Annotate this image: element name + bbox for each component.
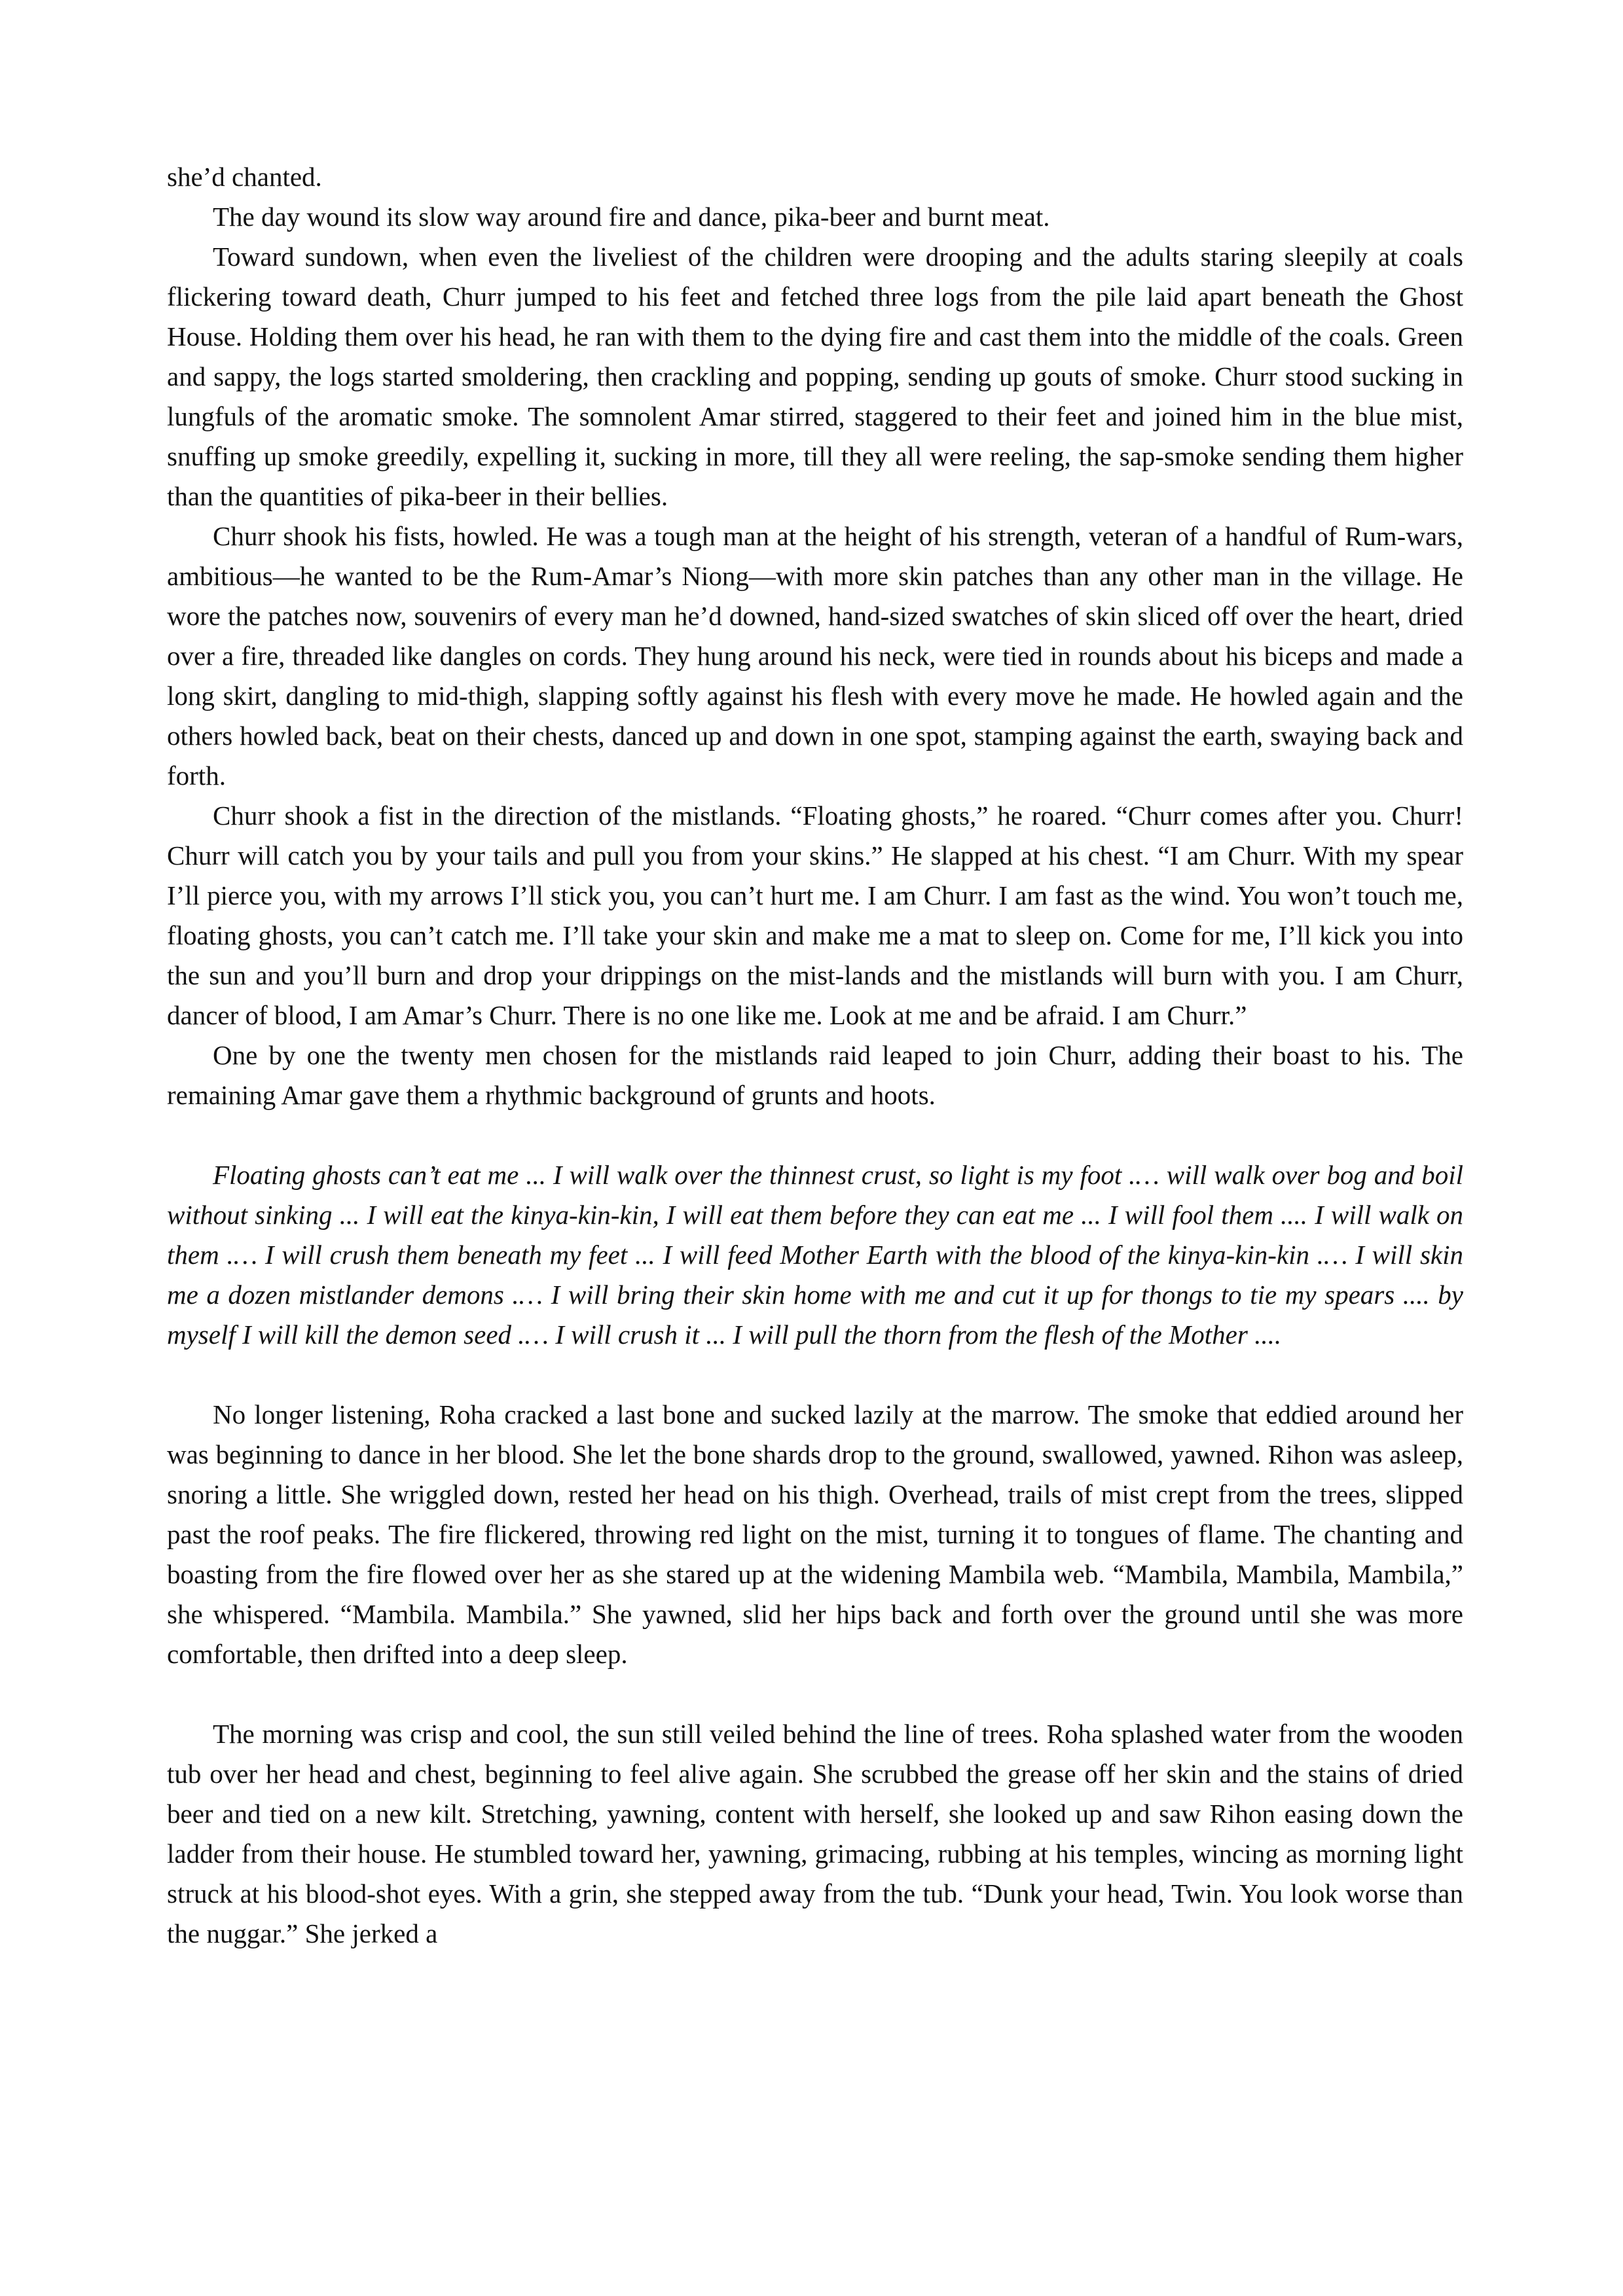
paragraph-day-wound: The day wound its slow way around fire and dance, pika-beer and burnt meat. — [213, 202, 1050, 232]
paragraph-churr-boast: Churr shook a fist in the direction of the mistlands. “Floating ghosts,” he roared. “Churr comes after you. Churr! Churr will catch you by your tails and pull you from your skins.” He slapped at his chest. “I am Churr. With my spear I’ll pierce you, with my arrows I’ll stick you, you can’t hurt me. I am Churr. I am fast as the wind. You won’t touch me, floating ghosts, you can’t catch me. I’ll take your skin and make me a mat to sleep on. Come for me, I’ll kick you into the sun and you’ll burn and drop your drippings on the mist-lands and the mistlands will burn with you. I am Churr, dancer of blood, I am Amar’s Churr. There is no one like me. Look at me and be afraid. I am Churr.” — [167, 800, 1463, 1030]
paragraph-toward-sundown: Toward sundown, when even the liveliest of the children were drooping and the adults staring sleepily at coals flickering toward death, Churr jumped to his feet and fetched three logs from the pile laid apart beneath the Ghost House. Holding them over his head, he ran with them to the dying fire and cast them into the middle of the coals. Green and sappy, the logs started smoldering, then crackling and popping, sending up gouts of smoke. Churr stood sucking in lungfuls of the aromatic smoke. The somnolent Amar stirred, staggered to their feet and joined him in the blue mist, snuffing up smoke greedily, expelling it, sucking in more, till they all were reeling, the sap-smoke sending them higher than the quantities of pika-beer in their bellies. — [167, 242, 1463, 511]
book-page — [167, 157, 1463, 1954]
paragraph-twenty-men: One by one the twenty men chosen for the mistlands raid leaped to join Churr, adding their boast to his. The remaining Amar gave them a rhythmic background of grunts and hoots. — [167, 1040, 1463, 1110]
paragraph-chant: Floating ghosts can’t eat me ... I will walk over the thinnest crust, so light is my foot .… will walk over bog and boil without sinking ... I will eat the kinya-kin-kin, I will eat them before they can eat me ... I will fool them .... I will walk on them .… I will crush them beneath my feet ... I will feed Mother Earth with the blood of the kinya-kin-kin .… I will skin me a dozen mistlander demons .… I will bring their skin home with me and cut it up for thongs to tie my spears .... by myself I will kill the demon seed .… I will crush it ... I will pull the thorn from the flesh of the Mother .... — [167, 1160, 1463, 1350]
section-gap — [167, 1115, 1463, 1155]
paragraph-churr-fists: Churr shook his fists, howled. He was a tough man at the height of his strength, veteran of a handful of Rum-wars, ambitious—he wanted to be the Rum-Amar’s Niong—with more skin patches than any other man in the village. He wore the patches now, souvenirs of every man he’d downed, hand-sized swatches of skin sliced off over the heart, dried over a fire, threaded like dangles on cords. They hung around his neck, were tied in rounds about his biceps and made a long skirt, dangling to mid-thigh, slapping softly against his flesh with every move he made. He howled again and the others howled back, beat on their chests, danced up and down in one spot, stamping against the earth, swaying back and forth. — [167, 521, 1463, 791]
paragraph-continuation: she’d chanted. — [167, 162, 322, 192]
section-gap — [167, 1355, 1463, 1395]
paragraph-morning: The morning was crisp and cool, the sun still veiled behind the line of trees. Roha splashed water from the wooden tub over her head and chest, beginning to feel alive again. She scrubbed the grease off her skin and the stains of dried beer and tied on a new kilt. Stretching, yawning, content with herself, she looked up and saw Rihon easing down the ladder from their house. He stumbled toward her, yawning, grimacing, rubbing at his temples, wincing as morning light struck at his blood-shot eyes. With a grin, she stepped away from the tub. “Dunk your head, Twin. You look worse than the nuggar.” She jerked a — [167, 1719, 1463, 1948]
paragraph-roha-sleep: No longer listening, Roha cracked a last bone and sucked lazily at the marrow. The smoke that eddied around her was beginning to dance in her blood. She let the bone shards drop to the ground, swallowed, yawned. Rihon was asleep, snoring a little. She wriggled down, rested her head on his thigh. Overhead, trails of mist crept from the trees, slipped past the roof peaks. The fire flickered, throwing red light on the mist, turning it to tongues of flame. The chanting and boasting from the fire flowed over her as she stared up at the widening Mambila web. “Mambila, Mambila, Mambila,” she whispered. “Mambila. Mambila.” She yawned, slid her hips back and forth over the ground until she was more comfortable, then drifted into a deep sleep. — [167, 1399, 1463, 1669]
section-gap — [167, 1674, 1463, 1714]
